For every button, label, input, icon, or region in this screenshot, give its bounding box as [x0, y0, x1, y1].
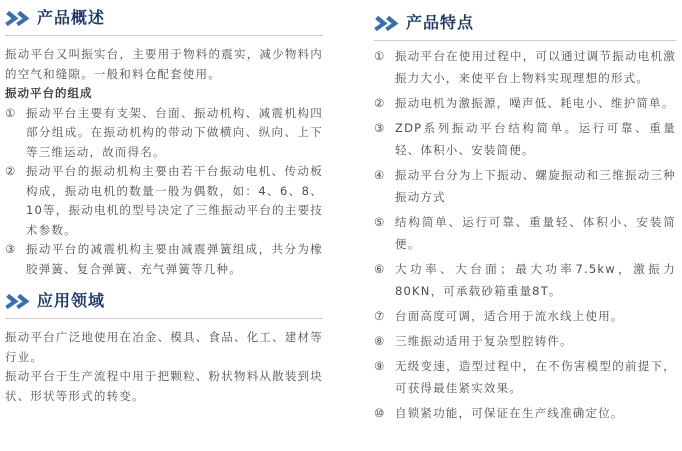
overview-title: 产品概述: [37, 8, 106, 27]
item-text: 三维振动适用于复杂型腔铸件。: [395, 334, 573, 348]
features-list-item: [374, 402, 676, 424]
item-number: ⑥: [374, 262, 385, 276]
features-divider: [374, 40, 676, 41]
application-paragraphs: [5, 328, 323, 406]
features-list-item: [374, 258, 676, 302]
overview-intro: 振动平台又叫振实台，主要用于物料的震实，减少物料内的空气和缝隙。一般和料仓配套使用。: [5, 47, 323, 81]
double-chevron-icon: [4, 294, 31, 309]
section-features: [374, 13, 676, 424]
item-text: ZDP系列振动平台结构简单。运行可靠、重量轻、体积小、安装简便。: [395, 121, 676, 157]
item-number: ②: [374, 96, 385, 110]
overview-list: [5, 104, 323, 280]
item-number: ⑤: [374, 215, 385, 229]
application-divider: [5, 318, 323, 319]
item-text: 大功率、大台面；最大功率7.5kw，激振力80KN，可承载砂箱重量8T。: [395, 262, 676, 298]
item-number: ⑦: [374, 309, 385, 323]
features-list: [374, 45, 676, 424]
item-text: 振动电机为激振源，噪声低、耗电小、维护简单。: [395, 96, 675, 110]
features-list-item: [374, 330, 676, 352]
section-overview: [5, 8, 323, 279]
overview-list-item: [5, 240, 323, 279]
item-number: ③: [5, 242, 16, 256]
item-number: ⑨: [374, 359, 385, 373]
item-text: 振动平台在使用过程中，可以通过调节振动电机激振力大小，来使平台上物料实现理想的形式。: [395, 49, 676, 85]
application-header: [5, 291, 323, 311]
item-text: 振动平台主要有支架、台面、振动机构、减震机构四部分组成。在振动机构的带动下做横向、纵向、上下等三维运动，故而得名。: [26, 105, 323, 159]
item-number: ⑧: [374, 334, 385, 348]
item-text: 台面高度可调，适合用于流水线上使用。: [395, 309, 624, 323]
features-list-item: [374, 211, 676, 255]
overview-list-item: [5, 104, 323, 163]
application-paragraph: 振动平台于生产流程中用于把颗粒、粉状物料从散装到块状、形状等形式的转变。: [5, 369, 323, 403]
features-title: 产品特点: [406, 13, 475, 32]
features-list-item: [374, 45, 676, 89]
item-number: ③: [374, 121, 385, 135]
item-text: 无级变速，造型过程中，在不伤害模型的前提下，可获得最佳紧实效果。: [395, 359, 676, 395]
features-header: [374, 13, 676, 33]
features-list-item: [374, 355, 676, 399]
item-number: ①: [5, 105, 16, 120]
item-number: ④: [374, 168, 385, 182]
item-number: ①: [374, 49, 385, 63]
item-text: 振动平台的振动机构主要由若干台振动电机、传动板构成，振动电机的数量一般为偶数，如：4、6、8、10等，振动电机的型号决定了三维振动平台的主要技术参数。: [26, 164, 323, 237]
section-application: [5, 291, 323, 406]
item-text: 自锁紧功能，可保证在生产线准确定位。: [395, 406, 624, 420]
application-title: 应用领域: [37, 291, 106, 310]
features-list-item: [374, 164, 676, 208]
double-chevron-icon: [373, 16, 400, 31]
application-paragraph: 振动平台广泛地使用在冶金、模具、食品、化工、建材等行业。: [5, 330, 323, 364]
overview-subheading: 振动平台的组成: [5, 86, 93, 100]
item-text: 结构简单、运行可靠、重量轻、体积小、安装简便。: [395, 215, 676, 251]
item-number: ⑩: [374, 406, 385, 420]
overview-list-item: [5, 162, 323, 240]
right-column: [374, 0, 676, 427]
item-text: 振动平台分为上下振动、螺旋振动和三维振动三种振动方式: [395, 168, 676, 204]
features-list-item: [374, 305, 676, 327]
item-text: 振动平台的减震机构主要由减震弹簧组成，共分为橡胶弹簧、复合弹簧、充气弹簧等几种。: [26, 242, 323, 276]
overview-header: [5, 8, 323, 28]
item-number: ②: [5, 164, 16, 178]
overview-divider: [5, 35, 323, 36]
features-list-item: [374, 117, 676, 161]
features-list-item: [374, 92, 676, 114]
left-column: [5, 0, 323, 406]
double-chevron-icon: [4, 11, 31, 26]
